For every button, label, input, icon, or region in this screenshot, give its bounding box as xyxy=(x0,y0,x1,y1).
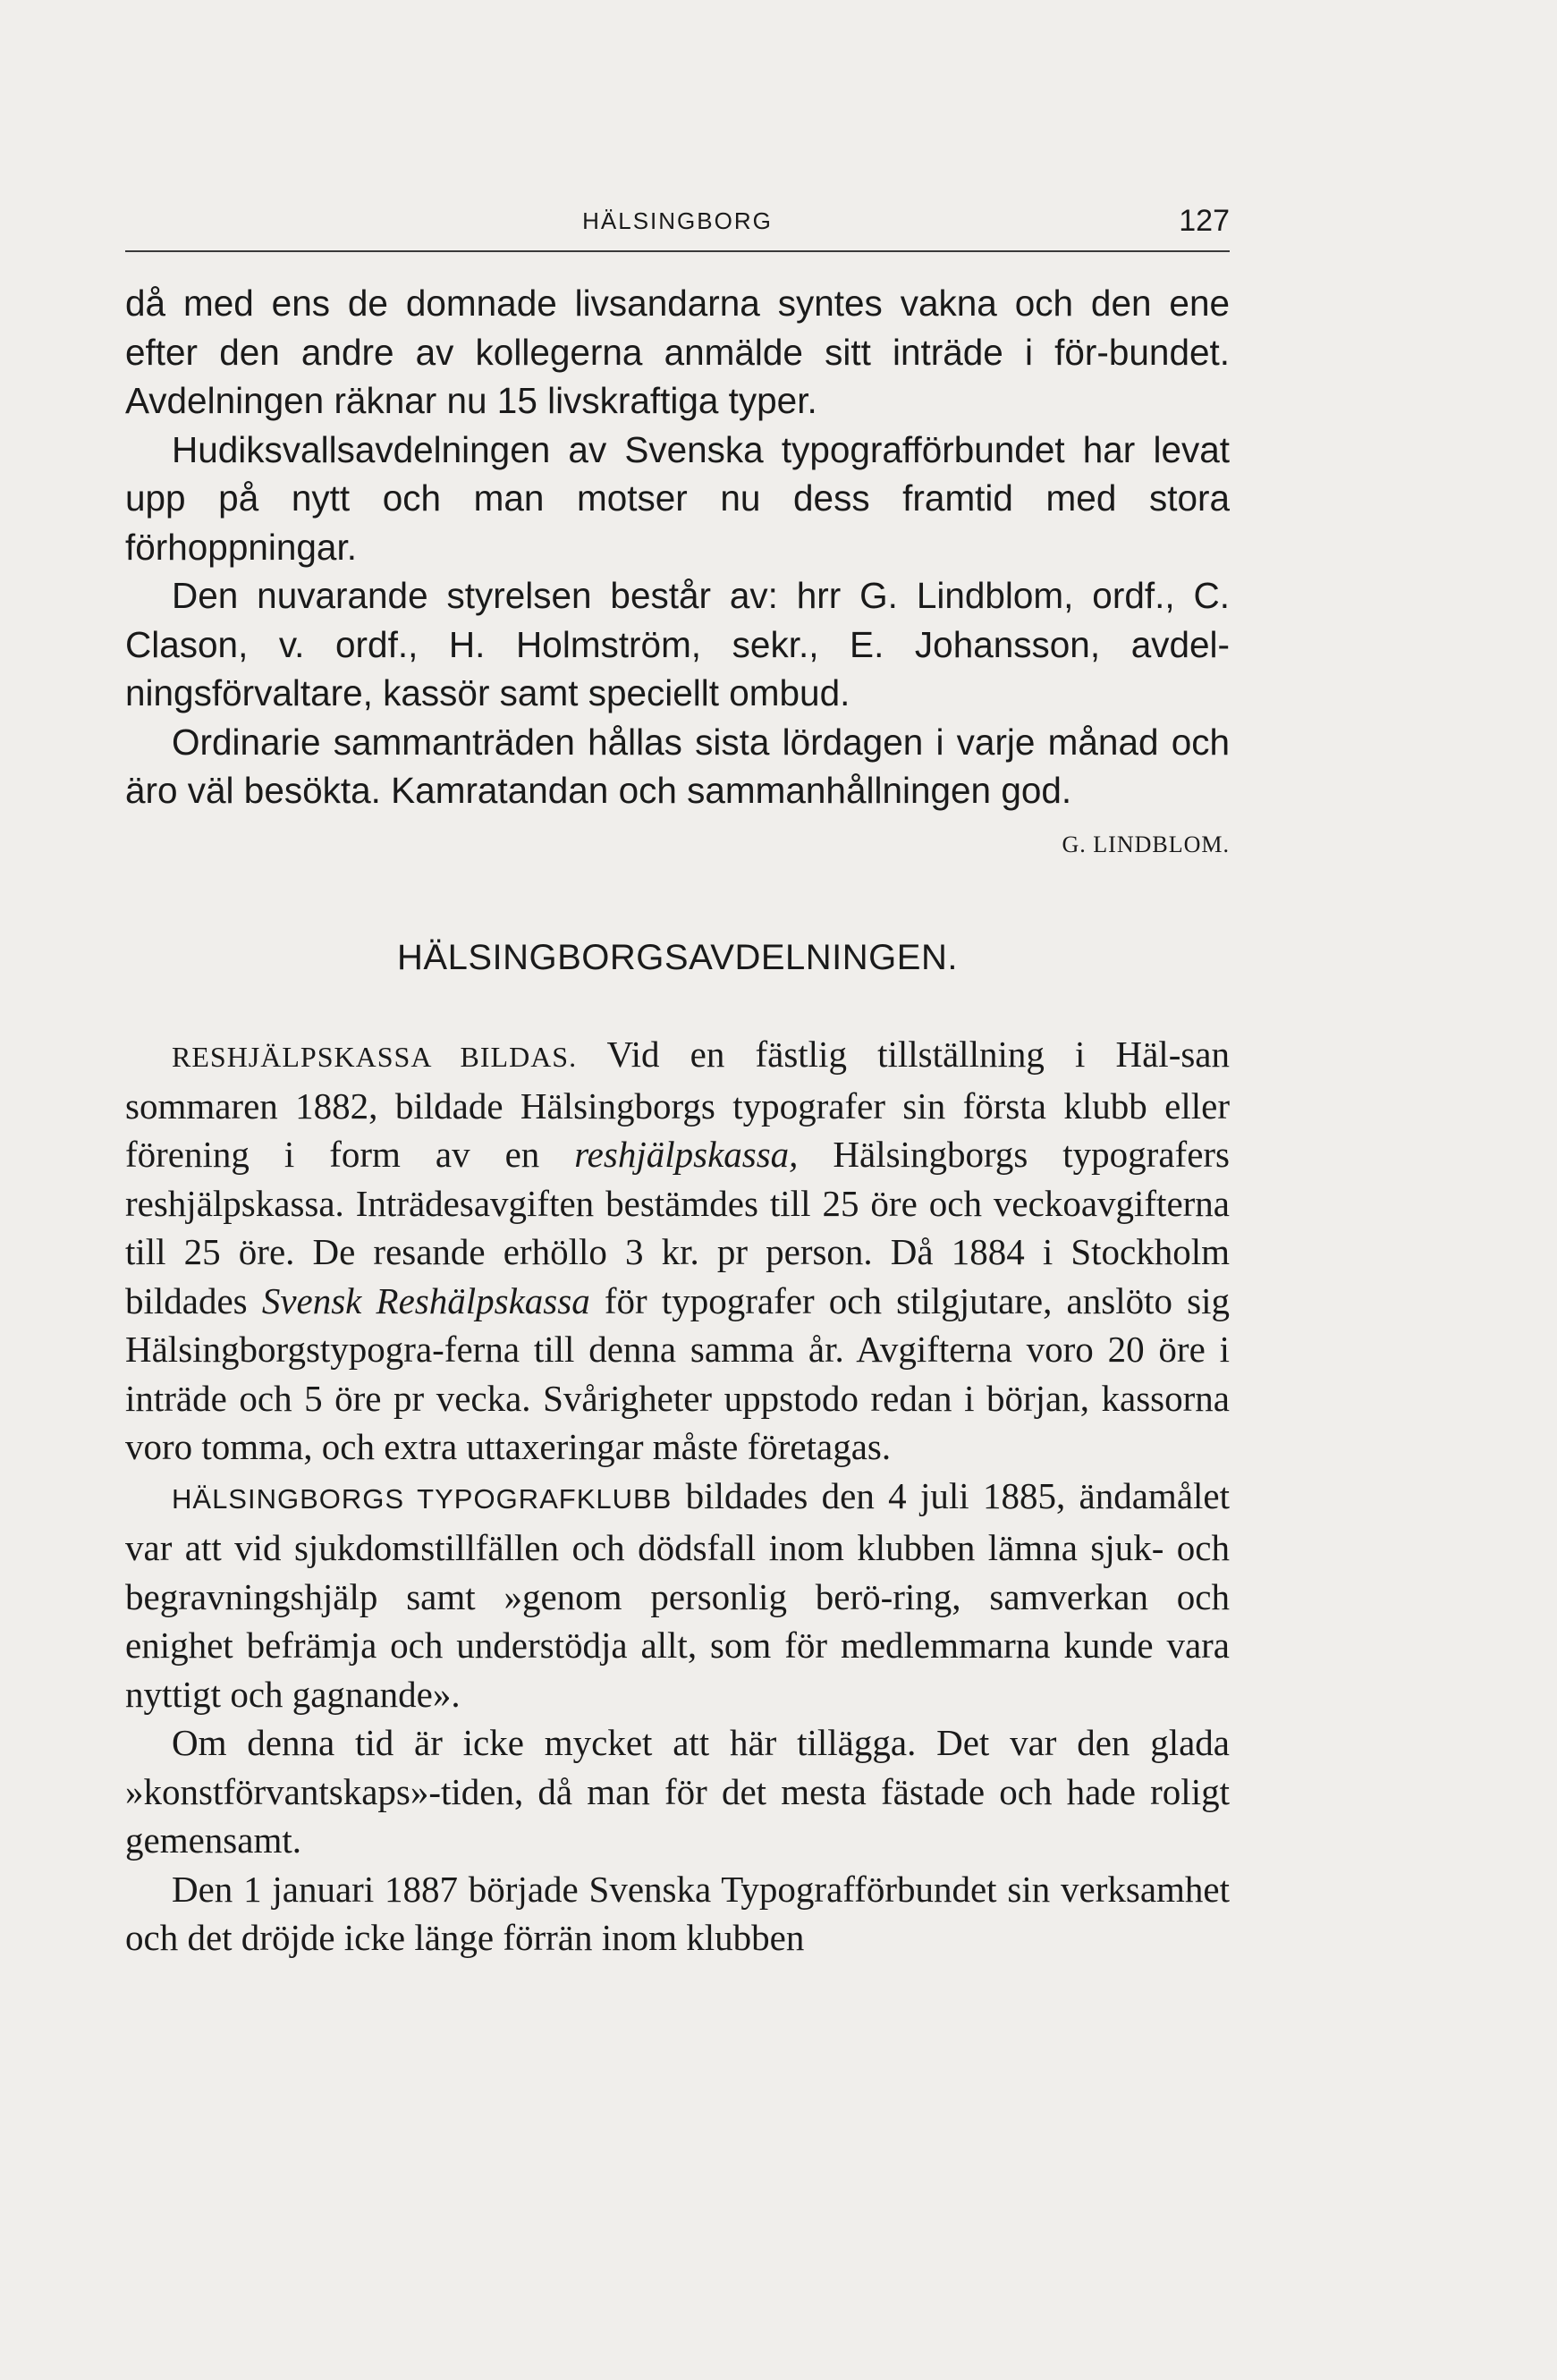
italic-term: Svensk Reshälpskassa xyxy=(261,1279,590,1321)
text-run: Vid en fästlig tillställning i Häl-san sommaren 1882, bildade Hälsingborgs typografer sin första klubb eller förening i form av en xyxy=(125,1034,1230,1175)
text-run: för typografer och stilgjutare, anslöto sig Hälsingborgstypogra-ferna till denna samma år. Avgifterna voro 20 öre i inträde och 5 öre pr vecka. Svårigheter uppstodo redan i början, kassorna voro tomma, och extra uttaxeringar måste företagas. xyxy=(125,1279,1231,1467)
running-header xyxy=(125,204,1230,252)
italic-term: reshjälpskassa, xyxy=(574,1134,799,1175)
paragraph: Den nuvarande styrelsen består av: hrr G. Lindblom, ordf., C. Clason, v. ordf., H. Holmström, sekr., E. Johansson, avdel-ningsförvaltare, kassör samt speciellt ombud. xyxy=(125,575,1230,713)
paragraph xyxy=(125,1472,1230,1719)
text-run: bildades den 4 juli 1885, ändamålet var att vid sjukdomstillfällen och dödsfall inom klubben lämna sjuk- och begravningshjälp samt »genom personlig berö-ring, samverkan och enighet befrämja och understödja allt, som för medlemmarna kunde vara nyttigt och gagnande». xyxy=(125,1474,1230,1715)
text-run: Hälsingborgs typografers reshjälpskassa. Inträdesavgiften bestämdes till 25 öre och veckoavgifterna till 25 öre. De resande erhöllo 3 kr. pr person. Då 1884 i Stockholm bildades xyxy=(125,1134,1230,1321)
paragraph: Den 1 januari 1887 började Svenska Typografförbundet sin verksamhet och det dröjde icke länge förrän inom klubben xyxy=(125,1868,1230,1958)
page-body xyxy=(125,279,1230,1962)
paragraph: Ordinarie sammanträden hållas sista lördagen i varje månad och äro väl besökta. Kamratandan och sammanhållningen god. xyxy=(125,721,1230,811)
page-number: 127 xyxy=(1179,204,1230,238)
paragraph: Hudiksvallsavdelningen av Svenska typografförbundet har levat upp på nytt och man motser nu dess framtid med stora förhoppningar. xyxy=(125,428,1230,568)
section-heading: HÄLSINGBORGSAVDELNINGEN. xyxy=(397,937,958,977)
author-signature: G. LINDBLOM. xyxy=(1062,831,1230,857)
paragraph: då med ens de domnade livsandarna syntes vakna och den ene efter den andre av kollegerna anmälde sitt inträde i för-bundet. Avdelningen räknar nu 15 livskraftiga typer. xyxy=(125,283,1230,421)
paragraph xyxy=(125,1030,1230,1472)
run-in-heading: HÄLSINGBORGS TYPOGRAFKLUBB xyxy=(172,1482,673,1515)
section-text xyxy=(125,1030,1230,1962)
paragraph: Om denna tid är icke mycket att här tillägga. Det var den glada »konstförvantskaps»-tiden, då man för det mesta fästade och hade roligt gemensamt. xyxy=(125,1722,1230,1861)
running-title: HÄLSINGBORG xyxy=(582,207,773,234)
run-in-heading: RESHJÄLPSKASSA BILDAS. xyxy=(172,1041,578,1073)
